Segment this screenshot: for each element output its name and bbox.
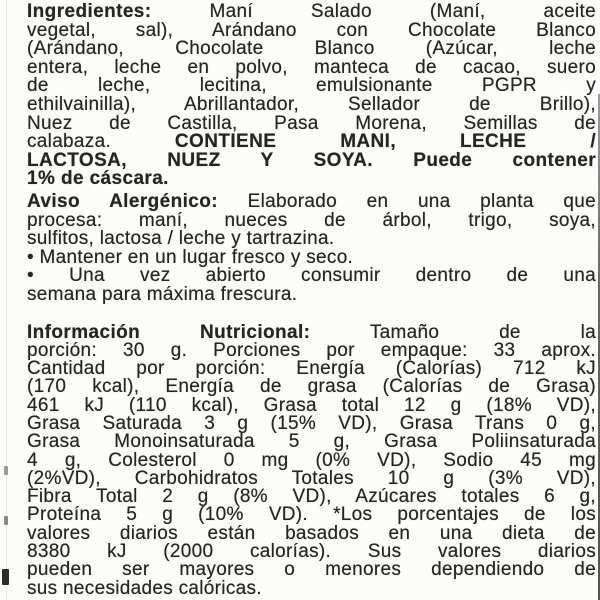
text-run: • Mantener en un lugar fresco y seco.	[27, 246, 354, 268]
label-sections	[27, 3, 596, 598]
text-run: (2%VD), Carbohidratos Totales 10 g (3% VD),	[27, 467, 596, 489]
text-run: de leche, lecitina, emulsionante PGPR y	[27, 75, 596, 97]
text-run: ethilvainilla), Abrillantador, Sellador de Brillo),	[27, 93, 596, 115]
text-run: Grasa Saturada 3 g (15% VD), Grasa Trans 0 g,	[27, 412, 596, 434]
text-run: sus necesidades calóricas.	[27, 577, 262, 599]
text-run: 461 kJ (110 kcal), Grasa total 12 g (18% VD),	[27, 394, 596, 416]
photo-edge-mark	[4, 466, 8, 475]
section-ingredients	[27, 3, 596, 189]
text-run: Proteína 5 g (10% VD). *Los porcentajes de los	[27, 504, 596, 526]
text-run: 4 g, Colesterol 0 mg (0% VD), Sodio 45 mg	[27, 449, 596, 471]
text-run: Elaborado en una planta que	[217, 190, 596, 212]
text-run-bold: LACTOSA, NUEZ Y SOYA. Puede contener	[27, 149, 596, 171]
text-run: semana para máxima frescura.	[27, 283, 298, 305]
section-allergen	[27, 190, 596, 305]
text-run: Grasa Monoinsaturada 5 g, Grasa Poliinsaturada	[27, 431, 596, 453]
text-run: 8380 kJ (2000 calorías). Sus valores diarios	[27, 541, 596, 563]
text-run: Nuez de Castilla, Pasa Morena, Semillas de	[27, 112, 596, 134]
text-run: procesa: maní, nueces de árbol, trigo, soya,	[27, 209, 596, 231]
text-run: calabaza.	[27, 131, 175, 153]
label-text-line	[27, 283, 596, 305]
text-run: pueden ser mayores o menores dependiendo de	[27, 559, 596, 581]
photo-edge-mark	[2, 569, 9, 585]
text-run: (Arándano, Chocolate Blanco (Azúcar, leche	[27, 38, 596, 60]
text-run: (170 kcal), Energía de grasa (Calorías de Grasa)	[27, 376, 596, 398]
text-run: sulfitos, lactosa / leche y tartrazina.	[27, 228, 335, 250]
text-run-bold: Aviso Alergénico:	[27, 190, 218, 212]
text-run: vegetal, sal), Arándano con Chocolate Blanco	[27, 19, 596, 41]
text-run: entera, leche en polvo, manteca de cacao, suero	[27, 56, 596, 78]
text-run: • Una vez abierto consumir dentro de una	[27, 265, 596, 287]
label-text-line	[27, 577, 596, 599]
text-run-bold: 1% de cáscara.	[27, 168, 169, 190]
label-text-line	[27, 170, 596, 189]
text-run-bold: Información Nutricional:	[27, 321, 311, 343]
photo-edge-mark	[4, 516, 8, 525]
text-run: valores diarios están basados en una dieta de	[27, 522, 596, 544]
section-nutrition	[27, 321, 596, 599]
text-run: porción: 30 g. Porciones por empaque: 33 aprox.	[27, 339, 596, 361]
text-run-bold: Ingredientes:	[27, 1, 152, 22]
photo-left-edge-line	[6, 0, 7, 600]
text-run: Maní Salado (Maní, aceite	[151, 1, 596, 22]
text-run: Fibra Total 2 g (8% VD), Azúcares totales 6 g,	[27, 486, 596, 508]
text-run: Cantidad por porción: Energía (Calorías) 712 kJ	[27, 358, 596, 380]
text-run-bold: CONTIENE MANI, LECHE /	[174, 131, 596, 153]
text-run: Tamaño de la	[310, 321, 596, 343]
